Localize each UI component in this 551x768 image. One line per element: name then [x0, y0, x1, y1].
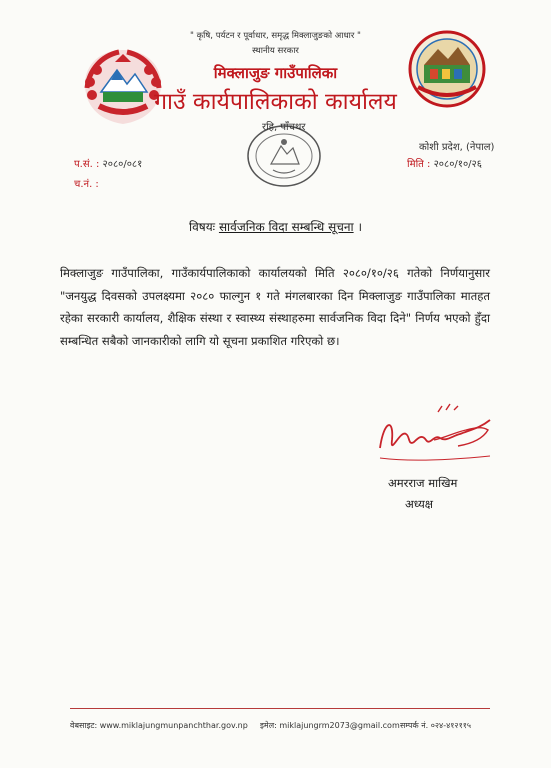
footer-divider: [70, 708, 490, 709]
subject-end: ।: [357, 220, 362, 234]
signer-designation: अध्यक्ष: [405, 497, 434, 511]
date-line: [407, 156, 482, 170]
signature-icon: [370, 400, 500, 480]
reference-label: प.सं. :: [74, 159, 100, 170]
subject-label: विषयः: [189, 220, 216, 234]
subject-title: सार्वजनिक विदा सम्बन्धि सूचना: [218, 220, 354, 234]
reference-number-line: [74, 156, 142, 170]
municipality-name: मिक्लाजुङ गाउँपालिका: [213, 64, 338, 82]
office-title: गाउँ कार्यपालिकाको कार्यालय: [154, 89, 397, 115]
footer-phone: सम्पर्क नं. ०२४-४१२११५: [400, 721, 472, 730]
province-label: कोशी प्रदेश, (नेपाल): [419, 142, 495, 153]
reference-value: २०८०/०८१: [102, 159, 143, 170]
office-location: रहि, पाँचथर: [262, 122, 306, 133]
header-motto: " कृषि, पर्यटन र पूर्वाधार, समृद्ध मिक्लाजुङको आधार ": [190, 31, 361, 41]
signer-name: अमरराज माखिम: [388, 476, 458, 490]
subject-line: [0, 218, 551, 235]
notice-body: मिक्लाजुङ गाउँपालिका, गाउँकार्यपालिकाको कार्यालयको मिति २०८०/१०/२६ गतेको निर्णयानुसार "जनयुद्ध दिवसको उपलक्ष्यमा २०८० फाल्गुन १ गते मंगलबारका दिन मिक्लाजुङ गाउँपालिका मातहत रहेका सरकारी कार्यालय, शैक्षिक संस्था र स्वास्थ्य संस्थाहरुमा सार्वजनिक विदा दिने" निर्णय भएको हुँदा सम्बन्धित सबैको जानकारीको लागि यो सूचना प्रकाशित गरिएको छ।: [60, 266, 490, 348]
footer-website[interactable]: वेबसाइट: www.miklajungmunpanchthar.gov.np: [70, 721, 248, 730]
date-value: २०८०/१०/२६: [433, 159, 482, 170]
date-label: मिति :: [407, 159, 431, 170]
dispatch-number-label: च.नं. :: [74, 179, 99, 190]
footer-email[interactable]: इमेल: miklajungrm2073@gmail.com: [260, 721, 400, 730]
local-government-label: स्थानीय सरकार: [252, 46, 299, 56]
